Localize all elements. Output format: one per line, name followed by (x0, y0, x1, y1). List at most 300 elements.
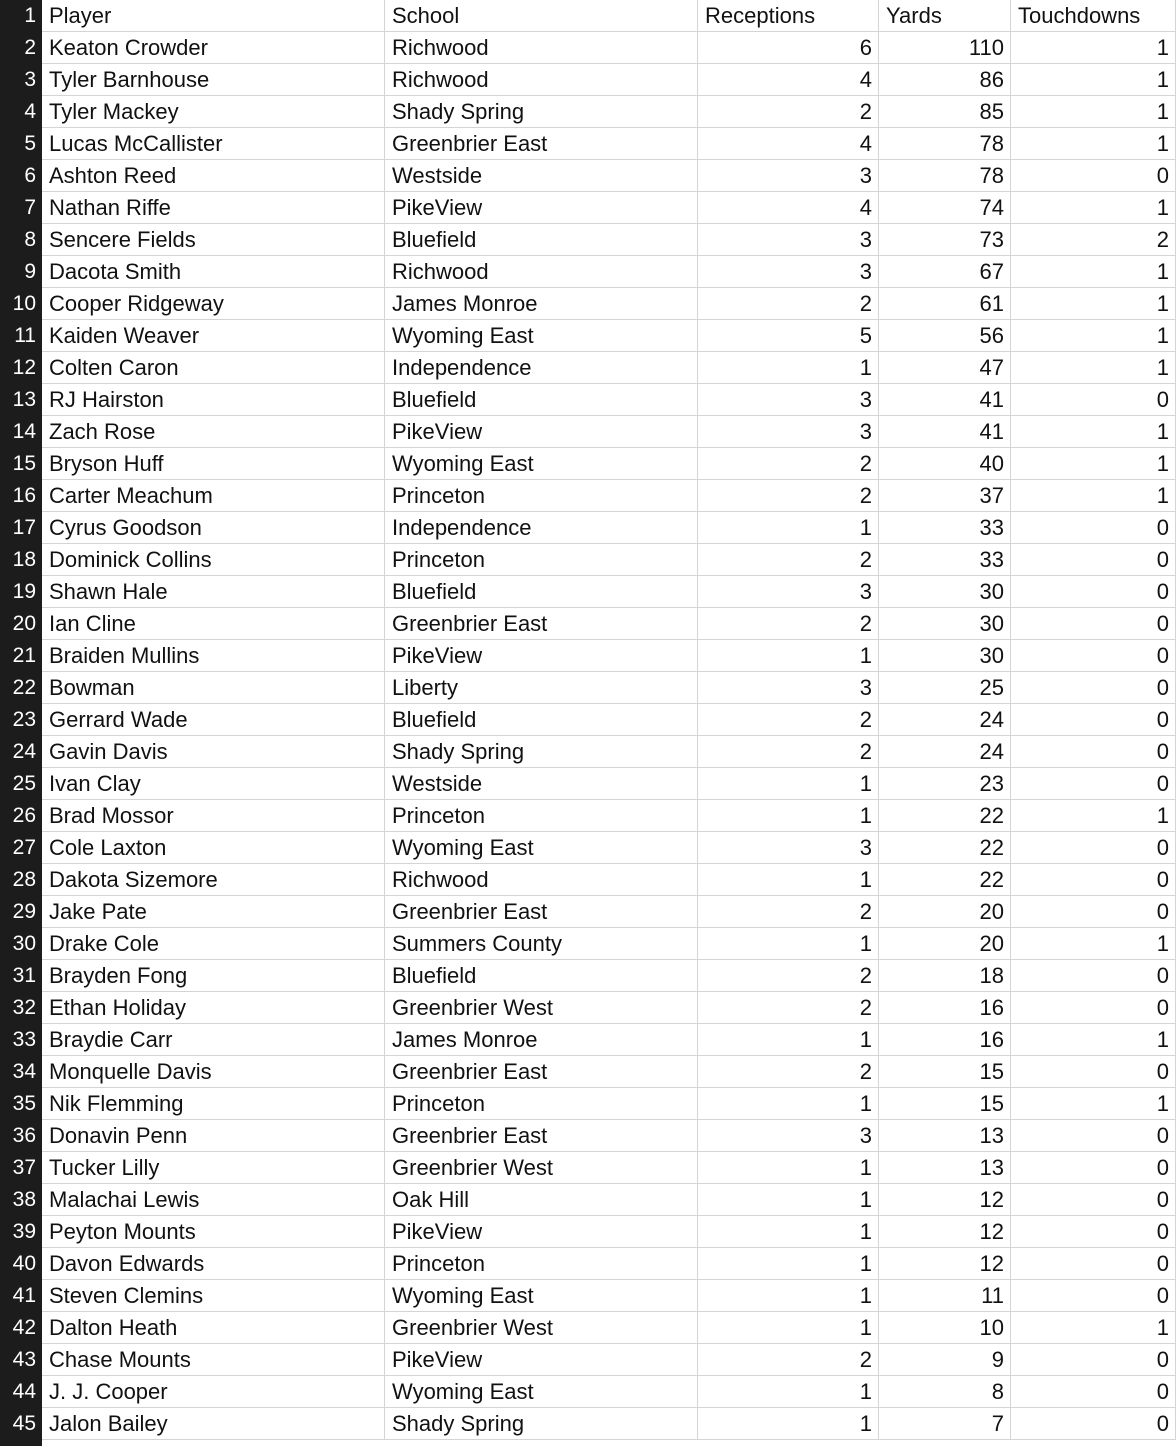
table-row (0, 160, 1176, 192)
cell-yards[interactable]: 78 (879, 128, 1011, 160)
row-number[interactable]: 13 (0, 384, 42, 416)
cell-touchdowns[interactable]: 0 (1011, 576, 1176, 608)
cell-touchdowns[interactable]: 0 (1011, 1216, 1176, 1248)
table-row (0, 384, 1176, 416)
table-row (0, 832, 1176, 864)
cell-receptions[interactable]: 3 (698, 576, 879, 608)
cell-player[interactable]: Braydie Carr (42, 1024, 385, 1056)
row-number[interactable]: 21 (0, 640, 42, 672)
cell-yards[interactable]: 37 (879, 480, 1011, 512)
row-number[interactable]: 35 (0, 1088, 42, 1120)
cell-school[interactable]: Westside (385, 160, 698, 192)
row-number[interactable]: 42 (0, 1312, 42, 1344)
cell-yards[interactable]: 15 (879, 1056, 1011, 1088)
cell-player[interactable]: Davon Edwards (42, 1248, 385, 1280)
cell-school[interactable]: Princeton (385, 480, 698, 512)
cell-school[interactable]: PikeView (385, 1344, 698, 1376)
cell-player[interactable]: Jalon Bailey (42, 1408, 385, 1440)
table-row (0, 928, 1176, 960)
row-number[interactable]: 34 (0, 1056, 42, 1088)
cell-yards[interactable]: 30 (879, 640, 1011, 672)
table-row (0, 1344, 1176, 1376)
cell-player[interactable]: Gerrard Wade (42, 704, 385, 736)
cell-touchdowns[interactable]: 1 (1011, 1312, 1176, 1344)
cell-yards[interactable]: 22 (879, 864, 1011, 896)
cell-school[interactable]: Wyoming East (385, 1280, 698, 1312)
row-number[interactable]: 38 (0, 1184, 42, 1216)
row-number[interactable]: 2 (0, 32, 42, 64)
cell-yards[interactable]: 20 (879, 928, 1011, 960)
cell-school[interactable]: PikeView (385, 1216, 698, 1248)
cell-player[interactable]: Lucas McCallister (42, 128, 385, 160)
cell-touchdowns[interactable]: 1 (1011, 352, 1176, 384)
cell-receptions[interactable]: 2 (698, 1056, 879, 1088)
cell-yards[interactable]: 41 (879, 384, 1011, 416)
row-number[interactable]: 4 (0, 96, 42, 128)
cell-receptions[interactable]: 3 (698, 384, 879, 416)
cell-yards[interactable]: 41 (879, 416, 1011, 448)
row-number[interactable]: 23 (0, 704, 42, 736)
column-header-receptions[interactable]: Receptions (698, 0, 879, 32)
cell-player[interactable]: Donavin Penn (42, 1120, 385, 1152)
cell-school[interactable]: Bluefield (385, 384, 698, 416)
cell-receptions[interactable]: 4 (698, 192, 879, 224)
cell-yards[interactable]: 8 (879, 1376, 1011, 1408)
row-number[interactable]: 25 (0, 768, 42, 800)
cell-receptions[interactable]: 1 (698, 512, 879, 544)
cell-school[interactable]: Summers County (385, 928, 698, 960)
header-row (0, 0, 1176, 32)
cell-receptions[interactable]: 3 (698, 672, 879, 704)
cell-touchdowns[interactable]: 0 (1011, 832, 1176, 864)
cell-receptions[interactable]: 2 (698, 608, 879, 640)
cell-touchdowns[interactable]: 0 (1011, 1248, 1176, 1280)
cell-receptions[interactable]: 2 (698, 736, 879, 768)
cell-yards[interactable]: 13 (879, 1120, 1011, 1152)
cell-receptions[interactable]: 1 (698, 352, 879, 384)
cell-player[interactable]: Cyrus Goodson (42, 512, 385, 544)
cell-touchdowns[interactable]: 0 (1011, 896, 1176, 928)
cell-yards[interactable]: 30 (879, 608, 1011, 640)
table-row (0, 1088, 1176, 1120)
cell-school[interactable]: Greenbrier East (385, 1056, 698, 1088)
cell-yards[interactable]: 13 (879, 1152, 1011, 1184)
row-number[interactable]: 39 (0, 1216, 42, 1248)
cell-touchdowns[interactable]: 2 (1011, 224, 1176, 256)
cell-yards[interactable]: 7 (879, 1408, 1011, 1440)
cell-yards[interactable]: 30 (879, 576, 1011, 608)
cell-touchdowns[interactable]: 0 (1011, 704, 1176, 736)
cell-touchdowns[interactable]: 0 (1011, 1056, 1176, 1088)
table-row (0, 864, 1176, 896)
cell-touchdowns[interactable]: 0 (1011, 640, 1176, 672)
row-number[interactable]: 11 (0, 320, 42, 352)
cell-school[interactable]: Bluefield (385, 960, 698, 992)
table-row (0, 544, 1176, 576)
cell-yards[interactable]: 16 (879, 992, 1011, 1024)
cell-school[interactable]: Princeton (385, 1248, 698, 1280)
cell-school[interactable]: Liberty (385, 672, 698, 704)
cell-touchdowns[interactable]: 0 (1011, 1344, 1176, 1376)
row-number[interactable]: 33 (0, 1024, 42, 1056)
cell-receptions[interactable]: 3 (698, 256, 879, 288)
cell-yards[interactable]: 47 (879, 352, 1011, 384)
table-row (0, 1152, 1176, 1184)
cell-school[interactable]: Greenbrier East (385, 1120, 698, 1152)
table-row (0, 128, 1176, 160)
cell-player[interactable]: Ethan Holiday (42, 992, 385, 1024)
row-number[interactable]: 37 (0, 1152, 42, 1184)
row-number[interactable]: 20 (0, 608, 42, 640)
row-number[interactable]: 31 (0, 960, 42, 992)
cell-touchdowns[interactable]: 0 (1011, 1120, 1176, 1152)
cell-school[interactable]: Greenbrier East (385, 608, 698, 640)
cell-player[interactable]: Bowman (42, 672, 385, 704)
row-number[interactable]: 15 (0, 448, 42, 480)
cell-player[interactable]: Monquelle Davis (42, 1056, 385, 1088)
table-row (0, 256, 1176, 288)
column-header-school[interactable]: School (385, 0, 698, 32)
cell-receptions[interactable]: 2 (698, 704, 879, 736)
cell-receptions[interactable]: 2 (698, 288, 879, 320)
cell-school[interactable]: Westside (385, 768, 698, 800)
table-row (0, 608, 1176, 640)
cell-player[interactable]: Peyton Mounts (42, 1216, 385, 1248)
table-row (0, 1216, 1176, 1248)
cell-receptions[interactable]: 2 (698, 96, 879, 128)
table-row (0, 768, 1176, 800)
cell-player[interactable]: Cole Laxton (42, 832, 385, 864)
cell-receptions[interactable]: 5 (698, 320, 879, 352)
table-row (0, 288, 1176, 320)
cell-school[interactable]: Independence (385, 352, 698, 384)
cell-school[interactable]: Oak Hill (385, 1184, 698, 1216)
cell-yards[interactable]: 24 (879, 736, 1011, 768)
cell-school[interactable]: Wyoming East (385, 320, 698, 352)
cell-touchdowns[interactable]: 1 (1011, 480, 1176, 512)
cell-school[interactable]: Princeton (385, 1088, 698, 1120)
table-row (0, 736, 1176, 768)
cell-touchdowns[interactable]: 0 (1011, 544, 1176, 576)
cell-yards[interactable]: 12 (879, 1216, 1011, 1248)
cell-player[interactable]: Dacota Smith (42, 256, 385, 288)
row-number[interactable]: 22 (0, 672, 42, 704)
cell-player[interactable]: Nathan Riffe (42, 192, 385, 224)
column-header-touchdowns[interactable]: Touchdowns (1011, 0, 1176, 32)
cell-receptions[interactable]: 3 (698, 832, 879, 864)
cell-school[interactable]: Greenbrier East (385, 896, 698, 928)
cell-school[interactable]: Bluefield (385, 224, 698, 256)
cell-yards[interactable]: 33 (879, 544, 1011, 576)
row-number[interactable]: 10 (0, 288, 42, 320)
cell-receptions[interactable]: 2 (698, 1344, 879, 1376)
column-header-player[interactable]: Player (42, 0, 385, 32)
cell-touchdowns[interactable]: 0 (1011, 960, 1176, 992)
row-number[interactable]: 16 (0, 480, 42, 512)
cell-receptions[interactable]: 1 (698, 640, 879, 672)
cell-player[interactable]: Steven Clemins (42, 1280, 385, 1312)
cell-player[interactable]: Jake Pate (42, 896, 385, 928)
cell-yards[interactable]: 24 (879, 704, 1011, 736)
cell-yards[interactable]: 15 (879, 1088, 1011, 1120)
cell-touchdowns[interactable]: 0 (1011, 736, 1176, 768)
cell-school[interactable]: PikeView (385, 640, 698, 672)
cell-receptions[interactable]: 1 (698, 1312, 879, 1344)
cell-yards[interactable]: 85 (879, 96, 1011, 128)
cell-player[interactable]: Ashton Reed (42, 160, 385, 192)
cell-receptions[interactable]: 1 (698, 768, 879, 800)
cell-touchdowns[interactable]: 1 (1011, 96, 1176, 128)
cell-school[interactable]: Wyoming East (385, 832, 698, 864)
cell-touchdowns[interactable]: 0 (1011, 1408, 1176, 1440)
cell-yards[interactable]: 20 (879, 896, 1011, 928)
cell-school[interactable]: PikeView (385, 416, 698, 448)
cell-player[interactable]: Braiden Mullins (42, 640, 385, 672)
cell-receptions[interactable]: 2 (698, 960, 879, 992)
table-row (0, 1376, 1176, 1408)
cell-player[interactable]: Shawn Hale (42, 576, 385, 608)
cell-player[interactable]: Kaiden Weaver (42, 320, 385, 352)
row-number[interactable]: 24 (0, 736, 42, 768)
row-number[interactable]: 32 (0, 992, 42, 1024)
cell-yards[interactable]: 16 (879, 1024, 1011, 1056)
cell-school[interactable]: Richwood (385, 864, 698, 896)
table-row (0, 480, 1176, 512)
cell-yards[interactable]: 11 (879, 1280, 1011, 1312)
cell-receptions[interactable]: 4 (698, 64, 879, 96)
table-row (0, 448, 1176, 480)
row-number[interactable]: 40 (0, 1248, 42, 1280)
row-number[interactable]: 18 (0, 544, 42, 576)
cell-school[interactable]: PikeView (385, 192, 698, 224)
cell-player[interactable]: RJ Hairston (42, 384, 385, 416)
row-number[interactable]: 45 (0, 1408, 42, 1440)
cell-school[interactable]: James Monroe (385, 1024, 698, 1056)
row-number[interactable]: 41 (0, 1280, 42, 1312)
cell-yards[interactable]: 12 (879, 1248, 1011, 1280)
cell-player[interactable]: Gavin Davis (42, 736, 385, 768)
cell-school[interactable]: Greenbrier East (385, 128, 698, 160)
cell-player[interactable]: Drake Cole (42, 928, 385, 960)
cell-touchdowns[interactable]: 1 (1011, 800, 1176, 832)
cell-school[interactable]: Wyoming East (385, 1376, 698, 1408)
row-number[interactable]: 12 (0, 352, 42, 384)
cell-receptions[interactable]: 1 (698, 1376, 879, 1408)
row-number[interactable]: 30 (0, 928, 42, 960)
row-number[interactable]: 17 (0, 512, 42, 544)
cell-touchdowns[interactable]: 1 (1011, 192, 1176, 224)
column-header-yards[interactable]: Yards (879, 0, 1011, 32)
cell-touchdowns[interactable]: 0 (1011, 864, 1176, 896)
table-row (0, 1408, 1176, 1440)
cell-player[interactable]: Keaton Crowder (42, 32, 385, 64)
cell-yards[interactable]: 23 (879, 768, 1011, 800)
row-number[interactable]: 36 (0, 1120, 42, 1152)
cell-player[interactable]: Tyler Barnhouse (42, 64, 385, 96)
cell-school[interactable]: Shady Spring (385, 736, 698, 768)
cell-receptions[interactable]: 1 (698, 1280, 879, 1312)
cell-touchdowns[interactable]: 1 (1011, 416, 1176, 448)
cell-receptions[interactable]: 1 (698, 864, 879, 896)
table-row (0, 352, 1176, 384)
row-number[interactable]: 19 (0, 576, 42, 608)
cell-school[interactable]: Greenbrier West (385, 1152, 698, 1184)
cell-receptions[interactable]: 3 (698, 224, 879, 256)
cell-player[interactable]: Ivan Clay (42, 768, 385, 800)
cell-player[interactable]: Nik Flemming (42, 1088, 385, 1120)
cell-receptions[interactable]: 1 (698, 1024, 879, 1056)
cell-yards[interactable]: 12 (879, 1184, 1011, 1216)
cell-school[interactable]: Richwood (385, 64, 698, 96)
cell-player[interactable]: Carter Meachum (42, 480, 385, 512)
cell-touchdowns[interactable]: 1 (1011, 32, 1176, 64)
cell-touchdowns[interactable]: 1 (1011, 1088, 1176, 1120)
cell-touchdowns[interactable]: 1 (1011, 128, 1176, 160)
cell-player[interactable]: Brayden Fong (42, 960, 385, 992)
cell-touchdowns[interactable]: 0 (1011, 768, 1176, 800)
row-number[interactable]: 6 (0, 160, 42, 192)
row-number[interactable]: 7 (0, 192, 42, 224)
cell-yards[interactable]: 110 (879, 32, 1011, 64)
cell-touchdowns[interactable]: 0 (1011, 672, 1176, 704)
cell-receptions[interactable]: 1 (698, 1248, 879, 1280)
table-row (0, 192, 1176, 224)
cell-yards[interactable]: 40 (879, 448, 1011, 480)
cell-player[interactable]: J. J. Cooper (42, 1376, 385, 1408)
cell-receptions[interactable]: 1 (698, 1408, 879, 1440)
cell-player[interactable]: Zach Rose (42, 416, 385, 448)
cell-yards[interactable]: 22 (879, 800, 1011, 832)
cell-receptions[interactable]: 2 (698, 544, 879, 576)
cell-touchdowns[interactable]: 1 (1011, 256, 1176, 288)
cell-receptions[interactable]: 2 (698, 448, 879, 480)
cell-player[interactable]: Brad Mossor (42, 800, 385, 832)
row-number[interactable]: 27 (0, 832, 42, 864)
cell-receptions[interactable]: 1 (698, 1216, 879, 1248)
cell-touchdowns[interactable]: 0 (1011, 384, 1176, 416)
row-number[interactable]: 8 (0, 224, 42, 256)
table-row (0, 896, 1176, 928)
cell-receptions[interactable]: 1 (698, 928, 879, 960)
cell-touchdowns[interactable]: 0 (1011, 1280, 1176, 1312)
cell-school[interactable]: James Monroe (385, 288, 698, 320)
cell-yards[interactable]: 9 (879, 1344, 1011, 1376)
cell-touchdowns[interactable]: 0 (1011, 608, 1176, 640)
cell-player[interactable]: Tucker Lilly (42, 1152, 385, 1184)
cell-receptions[interactable]: 1 (698, 1152, 879, 1184)
row-number[interactable]: 29 (0, 896, 42, 928)
cell-player[interactable]: Dakota Sizemore (42, 864, 385, 896)
cell-school[interactable]: Shady Spring (385, 1408, 698, 1440)
cell-receptions[interactable]: 3 (698, 160, 879, 192)
cell-player[interactable]: Ian Cline (42, 608, 385, 640)
cell-school[interactable]: Bluefield (385, 704, 698, 736)
cell-yards[interactable]: 18 (879, 960, 1011, 992)
cell-touchdowns[interactable]: 0 (1011, 992, 1176, 1024)
cell-player[interactable]: Malachai Lewis (42, 1184, 385, 1216)
cell-yards[interactable]: 10 (879, 1312, 1011, 1344)
cell-yards[interactable]: 86 (879, 64, 1011, 96)
cell-touchdowns[interactable]: 0 (1011, 1152, 1176, 1184)
cell-touchdowns[interactable]: 0 (1011, 160, 1176, 192)
cell-receptions[interactable]: 2 (698, 992, 879, 1024)
cell-touchdowns[interactable]: 1 (1011, 928, 1176, 960)
cell-player[interactable]: Colten Caron (42, 352, 385, 384)
cell-yards[interactable]: 33 (879, 512, 1011, 544)
row-number[interactable]: 3 (0, 64, 42, 96)
cell-player[interactable]: Sencere Fields (42, 224, 385, 256)
cell-school[interactable]: Independence (385, 512, 698, 544)
cell-school[interactable]: Princeton (385, 800, 698, 832)
cell-receptions[interactable]: 3 (698, 1120, 879, 1152)
row-number[interactable]: 26 (0, 800, 42, 832)
cell-school[interactable]: Greenbrier West (385, 1312, 698, 1344)
cell-school[interactable]: Greenbrier West (385, 992, 698, 1024)
cell-touchdowns[interactable]: 1 (1011, 1024, 1176, 1056)
cell-player[interactable]: Chase Mounts (42, 1344, 385, 1376)
cell-yards[interactable]: 78 (879, 160, 1011, 192)
cell-touchdowns[interactable]: 0 (1011, 1376, 1176, 1408)
cell-receptions[interactable]: 2 (698, 896, 879, 928)
cell-touchdowns[interactable]: 1 (1011, 320, 1176, 352)
row-number[interactable]: 14 (0, 416, 42, 448)
table-row (0, 224, 1176, 256)
row-number[interactable]: 43 (0, 1344, 42, 1376)
row-number-gutter (0, 1440, 42, 1446)
table-row (0, 576, 1176, 608)
cell-yards[interactable]: 25 (879, 672, 1011, 704)
cell-yards[interactable]: 56 (879, 320, 1011, 352)
cell-touchdowns[interactable]: 0 (1011, 512, 1176, 544)
cell-touchdowns[interactable]: 1 (1011, 288, 1176, 320)
cell-yards[interactable]: 73 (879, 224, 1011, 256)
cell-school[interactable]: Bluefield (385, 576, 698, 608)
row-number[interactable]: 5 (0, 128, 42, 160)
cell-school[interactable]: Richwood (385, 32, 698, 64)
cell-touchdowns[interactable]: 0 (1011, 1184, 1176, 1216)
cell-school[interactable]: Shady Spring (385, 96, 698, 128)
cell-receptions[interactable]: 1 (698, 1184, 879, 1216)
cell-receptions[interactable]: 6 (698, 32, 879, 64)
cell-player[interactable]: Cooper Ridgeway (42, 288, 385, 320)
cell-receptions[interactable]: 1 (698, 800, 879, 832)
cell-yards[interactable]: 67 (879, 256, 1011, 288)
cell-receptions[interactable]: 4 (698, 128, 879, 160)
row-number[interactable]: 1 (0, 0, 42, 32)
cell-player[interactable]: Dalton Heath (42, 1312, 385, 1344)
table-row (0, 1184, 1176, 1216)
cell-receptions[interactable]: 1 (698, 1088, 879, 1120)
cell-receptions[interactable]: 3 (698, 416, 879, 448)
cell-school[interactable]: Richwood (385, 256, 698, 288)
cell-yards[interactable]: 74 (879, 192, 1011, 224)
row-number[interactable]: 44 (0, 1376, 42, 1408)
table-row (0, 64, 1176, 96)
cell-touchdowns[interactable]: 1 (1011, 64, 1176, 96)
cell-school[interactable]: Wyoming East (385, 448, 698, 480)
cell-receptions[interactable]: 2 (698, 480, 879, 512)
cell-player[interactable]: Dominick Collins (42, 544, 385, 576)
table-row (0, 1120, 1176, 1152)
cell-school[interactable]: Princeton (385, 544, 698, 576)
cell-player[interactable]: Tyler Mackey (42, 96, 385, 128)
cell-player[interactable]: Bryson Huff (42, 448, 385, 480)
cell-yards[interactable]: 61 (879, 288, 1011, 320)
row-number[interactable]: 9 (0, 256, 42, 288)
cell-touchdowns[interactable]: 1 (1011, 448, 1176, 480)
cell-yards[interactable]: 22 (879, 832, 1011, 864)
row-number[interactable]: 28 (0, 864, 42, 896)
